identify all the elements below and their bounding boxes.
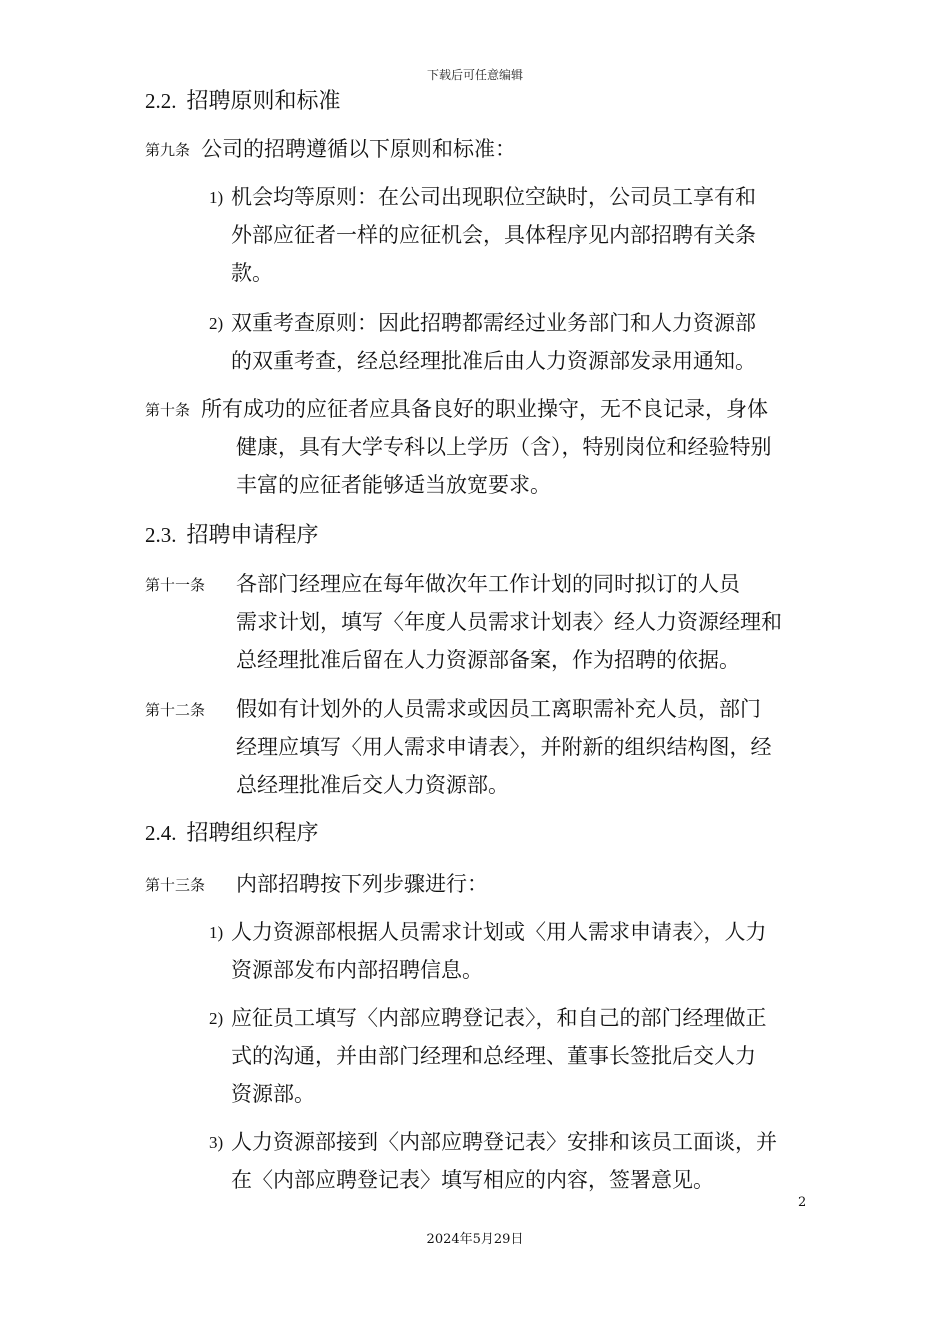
text-line: 各部门经理应在每年做次年工作计划的同时拟订的人员 <box>236 572 740 596</box>
text-line: 经理应填写〈用人需求申请表〉，并附新的组织结构图，经 <box>236 735 772 759</box>
text-line: 假如有计划外的人员需求或因员工离职需补充人员，部门 <box>236 697 761 721</box>
list-item-number: 2) <box>209 1009 224 1028</box>
text-line: 款。 <box>231 261 273 285</box>
section-number: 2.3. <box>145 523 177 547</box>
article-10-continuation <box>236 428 772 504</box>
text-line: 式的沟通，并由部门经理和总经理、董事长签批后交人力 <box>231 1044 756 1068</box>
text-line: 公司的招聘遵循以下原则和标准： <box>201 137 516 161</box>
section-title: 招聘原则和标准 <box>186 89 341 114</box>
section-number: 2.4. <box>145 821 177 845</box>
list-item-number: 1) <box>209 188 224 207</box>
text-line: 人力资源部接到〈内部应聘登记表〉安排和该员工面谈，并 <box>231 1130 777 1154</box>
article-9-item-2 <box>231 304 756 380</box>
section-title: 招聘申请程序 <box>186 523 319 548</box>
text-line: 所有成功的应征者应具备良好的职业操守，无不良记录，身体 <box>201 397 768 421</box>
text-line: 总经理批准后交人力资源部。 <box>236 773 509 797</box>
article-13-item-3 <box>231 1123 777 1199</box>
text-line: 的双重考查，经总经理批准后由人力资源部发录用通知。 <box>231 349 756 373</box>
article-12-text <box>236 690 772 804</box>
list-item-number: 2) <box>209 314 224 333</box>
section-number: 2.2. <box>145 89 177 113</box>
article-label-13: 第十三条 <box>145 876 206 894</box>
article-10-line-1 <box>201 390 768 428</box>
article-label-12: 第十二条 <box>145 701 206 719</box>
text-line: 内部招聘按下列步骤进行： <box>236 872 488 896</box>
text-line: 总经理批准后留在人力资源部备案，作为招聘的依据。 <box>236 648 740 672</box>
text-line: 应征员工填写〈内部应聘登记表〉，和自己的部门经理做正 <box>231 1006 767 1030</box>
text-line: 外部应征者一样的应征机会，具体程序见内部招聘有关条 <box>231 223 756 247</box>
article-9-item-1 <box>231 178 756 292</box>
section-heading-2-3 <box>145 520 319 551</box>
article-13-item-2 <box>231 999 767 1113</box>
section-heading-2-4 <box>145 818 319 849</box>
text-line: 丰富的应征者能够适当放宽要求。 <box>236 473 551 497</box>
text-line: 机会均等原则：在公司出现职位空缺时，公司员工享有和 <box>231 185 756 209</box>
page-footer-date: 2024年5月29日 <box>426 1232 524 1247</box>
text-line: 需求计划，填写〈年度人员需求计划表〉经人力资源经理和 <box>236 610 782 634</box>
section-heading-2-2 <box>145 86 341 117</box>
text-line: 人力资源部根据人员需求计划或〈用人需求申请表〉，人力 <box>231 920 767 944</box>
list-item-number: 3) <box>209 1133 224 1152</box>
text-line: 双重考查原则：因此招聘都需经过业务部门和人力资源部 <box>231 311 756 335</box>
article-13-item-1 <box>231 913 767 989</box>
article-13-text <box>236 865 488 903</box>
section-title: 招聘组织程序 <box>186 821 319 846</box>
text-line: 资源部。 <box>231 1082 315 1106</box>
article-label-10: 第十条 <box>145 401 191 419</box>
article-11-text <box>236 565 782 679</box>
list-item-number: 1) <box>209 923 224 942</box>
article-label-9: 第九条 <box>145 141 191 159</box>
article-9-text <box>201 130 516 168</box>
text-line: 在〈内部应聘登记表〉填写相应的内容，签署意见。 <box>231 1168 714 1192</box>
article-label-11: 第十一条 <box>145 576 206 594</box>
page-header: 下载后可任意编辑 <box>426 68 523 82</box>
text-line: 健康，具有大学专科以上学历（含），特别岗位和经验特别 <box>236 435 772 459</box>
page-number: 2 <box>798 1195 807 1210</box>
text-line: 资源部发布内部招聘信息。 <box>231 958 483 982</box>
